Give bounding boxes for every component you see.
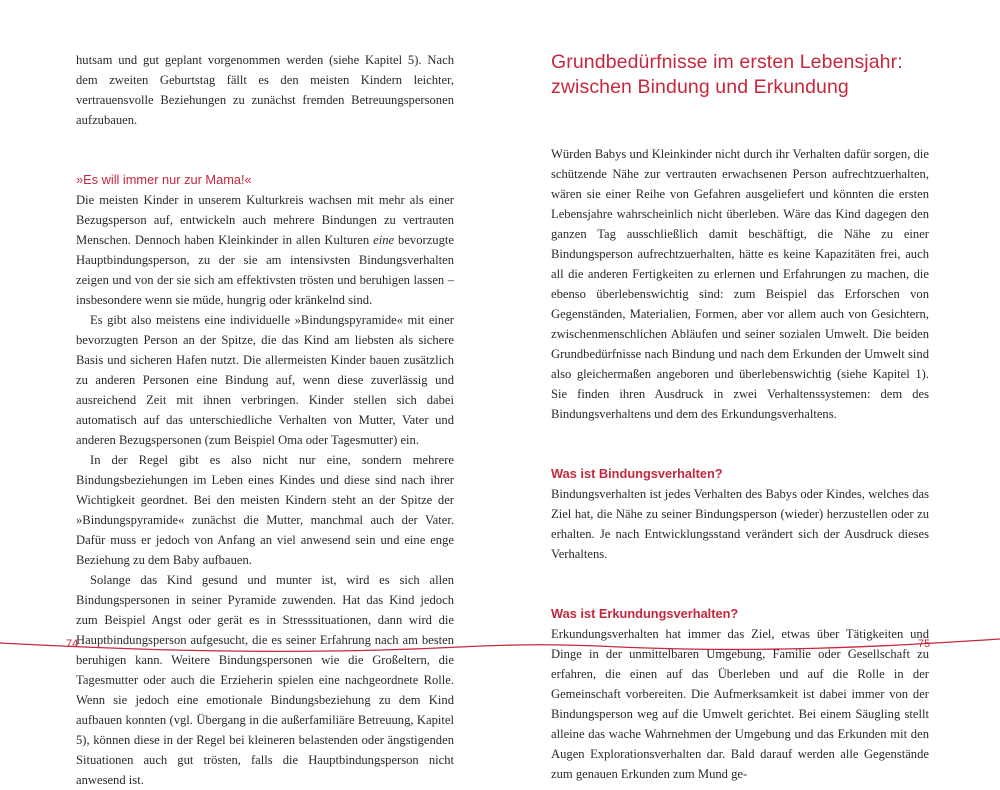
decorative-wave-line <box>0 625 1000 665</box>
paragraph-bindungsverhalten: Bindungsverhalten ist jedes Verhalten des Babys oder Kindes, welches das Ziel hat, die Nähe zu seiner Bindungsperson (wieder) herzustellen oder zu erhalten. Je nach Entwicklungsstand verändert sich der Ausdruck dieses Verhaltens. <box>551 487 929 561</box>
paragraph-regel: In der Regel gibt es also nicht nur eine, sondern mehrere Bindungsbeziehungen im Leben eines Kindes und diese sind nach ihrer Wichtigkeit geordnet. Bei den meisten Kindern steht an der Spitze der »Bindungspyramide« zunächst die Mutter, manchmal auch der Vater. Dafür muss er jedoch von Anfang an viel anwesend sein und eine enge Beziehung zu dem Baby aufbauen. <box>76 453 454 567</box>
paragraph-gesund: Solange das Kind gesund und munter ist, wird es sich allen Bindungspersonen in seiner Pyramide zuwenden. Hat das Kind jedoch zum Beispiel Angst oder gerät es in Stresssituationen, dann wird die Hauptbindungsperson aufgesucht, die es seiner Erfahrung nach am besten beruhigen kann. Weitere Bindungspersonen wie die Großeltern, die Tagesmutter oder auch die Erzieherin spielen eine nachgeordnete Rolle. Wenn sie jedoch eine emotionale Bindungsbeziehung zu dem Kind aufbauen konnten (vgl. Übergang in die außerfamiliäre Betreuung, Kapitel 5), können diese in der Regel bei kleineren belastenden oder ängstigenden Situationen auch gut trösten, falls die Hauptbindungsperson nicht anwesend ist. <box>76 573 454 787</box>
paragraph-bindungspyramide: Es gibt also meistens eine individuelle »Bindungspyramide« mit einer bevorzugten Person an der Spitze, die das Kind am liebsten als sichere Basis und sicheren Hafen nutzt. Die allermeisten Kinder bauen zusätzlich zu anderen Personen eine Bindung auf, wenn diese zuverlässig und ausreichend Zeit mit ihnen verbringen. Kinder stellen sich dabei automatisch auf das unterschiedliche Verhalten von Mutter, Vater und anderen Bezugspersonen (zum Beispiel Oma oder Tagesmutter) ein. <box>76 313 454 447</box>
section-heading-erkundungsverhalten: Was ist Erkundungsverhalten? <box>551 606 739 621</box>
chapter-title <box>551 50 929 100</box>
intro-paragraph: hutsam und gut geplant vorgenommen werden (siehe Kapitel 5). Nach dem zweiten Geburtstag fällt es den meisten Kindern leichter, vertrauensvolle Beziehungen zu zunächst fremden Betreuungspersonen aufzubauen. <box>76 53 454 127</box>
page-number-right: 75 <box>918 638 931 650</box>
emphasis-text: eine <box>373 233 395 247</box>
paragraph-bezugsperson <box>76 190 454 310</box>
section-heading-mama: »Es will immer nur zur Mama!« <box>76 172 252 187</box>
right-page <box>551 50 929 784</box>
paragraph-grundbeduerfnisse: Würden Babys und Kleinkinder nicht durch ihr Verhalten dafür sorgen, die schützende Nähe zur vertrauten erwachsenen Person aufrechtzuerhalten, wären sie einer Reihe von Gefahren ausgeliefert und könnten die ersten Lebensjahre wahrscheinlich nicht überleben. Wäre das Kind dagegen den ganzen Tag ausschließlich damit beschäftigt, die Nähe zu einer Bindungsperson aufrechtzuerhalten, hätte es keine Kapazitäten frei, auch all die anderen Fertigkeiten zu erlernen und Erfahrungen zu machen, die ebenso überlebenswichtig sind: zum Beispiel das Erforschen von Gegenständen, Materialien, Formen, aber vor allem auch von Gesichtern, zwischenmenschlichen Abläufen und seiner sozialen Umwelt. Die beiden Grundbedürfnisse nach Bindung und nach dem Erkunden der Umwelt sind also gleichermaßen angeboren und überlebenswichtig (siehe Kapitel 1). Sie finden ihren Ausdruck in zwei Verhaltenssystemen: dem des Bindungsverhaltens und dem des Erkundungsverhaltens. <box>551 147 929 421</box>
page-number-left: 74 <box>66 638 79 650</box>
paragraph-erkundungsverhalten: Erkundungsverhalten hat immer das Ziel, etwas über Tätigkeiten und Dinge in der unmittelbaren Umgebung, Familie oder Gesellschaft zu erfahren, die einen auf das Überleben und auf die Rolle in der Gemeinschaft vorbereiten. Die Aufmerksamkeit ist dabei immer von der Bindungsperson weg auf die Umwelt gerichtet. Bei einem Säugling stellt alleine das wache Wahrnehmen der Umgebung und das Erkunden mit den Augen Explorationsverhalten dar. Bald darauf werden alle Gegenstände zum genauen Erkunden zum Mund ge- <box>551 627 929 781</box>
chapter-title-line-1: Grundbedürfnisse im ersten Lebensjahr: <box>551 51 903 73</box>
left-page <box>76 50 454 790</box>
chapter-title-line-2: zwischen Bindung und Erkundung <box>551 76 849 98</box>
section-heading-bindungsverhalten: Was ist Bindungsverhalten? <box>551 466 723 481</box>
paragraph-text: Die meisten Kinder in unserem Kulturkreis wachsen mit mehr als einer Bezugsperson auf, entwickeln auch mehrere Bindungen zu vertrauten Menschen. Dennoch haben Kleinkinder in allen Kulturen <box>76 193 454 247</box>
paragraph-text: bevorzugte Hauptbindungsperson, zu der sie am intensivsten Bindungsverhalten zeigen und von der sie sich am effektivsten trösten und beruhigen lassen – insbesondere wenn sie müde, hungrig oder kränkelnd sind. <box>76 233 454 307</box>
